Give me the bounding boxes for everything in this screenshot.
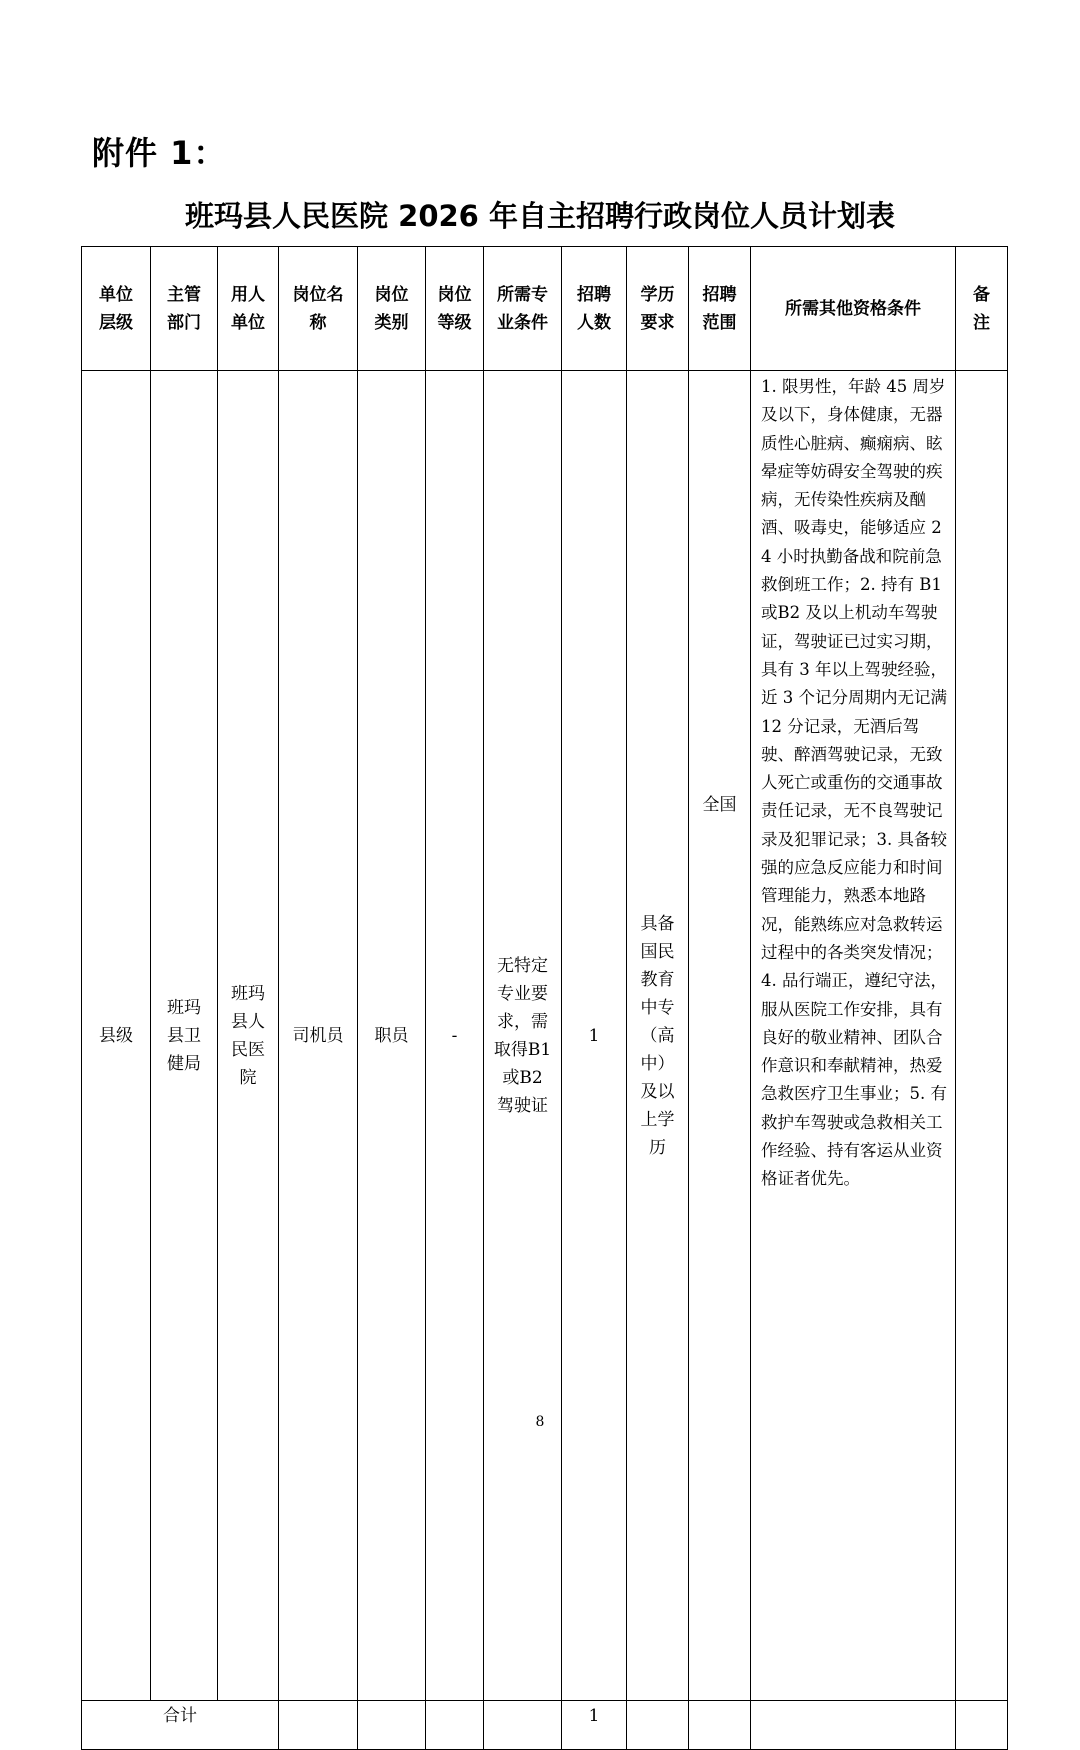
cell-post-name: 司机员 — [279, 371, 358, 1701]
cell-scope: 全国 — [689, 371, 751, 1701]
cell-post-grade: - — [426, 371, 484, 1701]
cell-post-type: 职员 — [358, 371, 426, 1701]
total-row — [82, 1701, 1008, 1750]
header-remarks: 备注 — [956, 247, 1008, 371]
cell-conditions: 1. 限男性，年龄 45 周岁及以下，身体健康，无器质性心脏病、癫痫病、眩晕症等妨碍安全驾驶的疾病，无传染性疾病及酗酒、吸毒史，能够适应 24 小时执勤备战和院前急救倒班工作；2. 持有 B1 或B2 及以上机动车驾驶证，驾驶证已过实习期，具有 3 年以上驾驶经验，近 3 个记分周期内无记满 12 分记录，无酒后驾驶、醉酒驾驶记录，无致人死亡或重伤的交通事故责任记录，无不良驾驶记录及犯罪记录；3. 具备较强的应急反应能力和时间管理能力，熟悉本地路况，能熟练应对急救转运过程中的各类突发情况；4. 品行端正，遵纪守法，服从医院工作安排，具有良好的敬业精神、团队合作意识和奉献精神，热爱急救医疗卫生事业；5. 有救护车驾驶或急救相关工作经验、持有客运从业资格证者优先。 — [751, 371, 956, 1701]
attachment-label: 附件 1： — [92, 134, 227, 172]
recruitment-plan-table — [81, 246, 1008, 1750]
table-header-row — [82, 247, 1008, 371]
header-education: 学历要求 — [627, 247, 689, 371]
cell-unit-level: 县级 — [82, 371, 151, 1701]
header-count: 招聘人数 — [562, 247, 627, 371]
header-post-name: 岗位名称 — [279, 247, 358, 371]
cell-employer: 班玛县人民医院 — [218, 371, 279, 1701]
cell-education: 具备国民教育中专（高中）及以上学历 — [627, 371, 689, 1701]
cell-remarks — [956, 371, 1008, 1701]
cell-count: 1 — [562, 371, 627, 1701]
header-unit-level: 单位层级 — [82, 247, 151, 371]
header-conditions: 所需其他资格条件 — [751, 247, 956, 371]
page-number: 8 — [535, 1414, 545, 1430]
header-major: 所需专业条件 — [484, 247, 562, 371]
header-post-type: 岗位类别 — [358, 247, 426, 371]
page-title: 班玛县人民医院 2026 年自主招聘行政岗位人员计划表 — [185, 199, 895, 233]
header-employer: 用人单位 — [218, 247, 279, 371]
header-scope: 招聘范围 — [689, 247, 751, 371]
header-department: 主管部门 — [151, 247, 218, 371]
cell-department: 班玛县卫健局 — [151, 371, 218, 1701]
cell-major: 无特定专业要求，需取得B1 或B2 驾驶证 — [484, 371, 562, 1701]
total-label: 合计 — [82, 1701, 279, 1750]
total-count: 1 — [562, 1701, 627, 1750]
header-post-grade: 岗位等级 — [426, 247, 484, 371]
table-row — [82, 371, 1008, 1701]
